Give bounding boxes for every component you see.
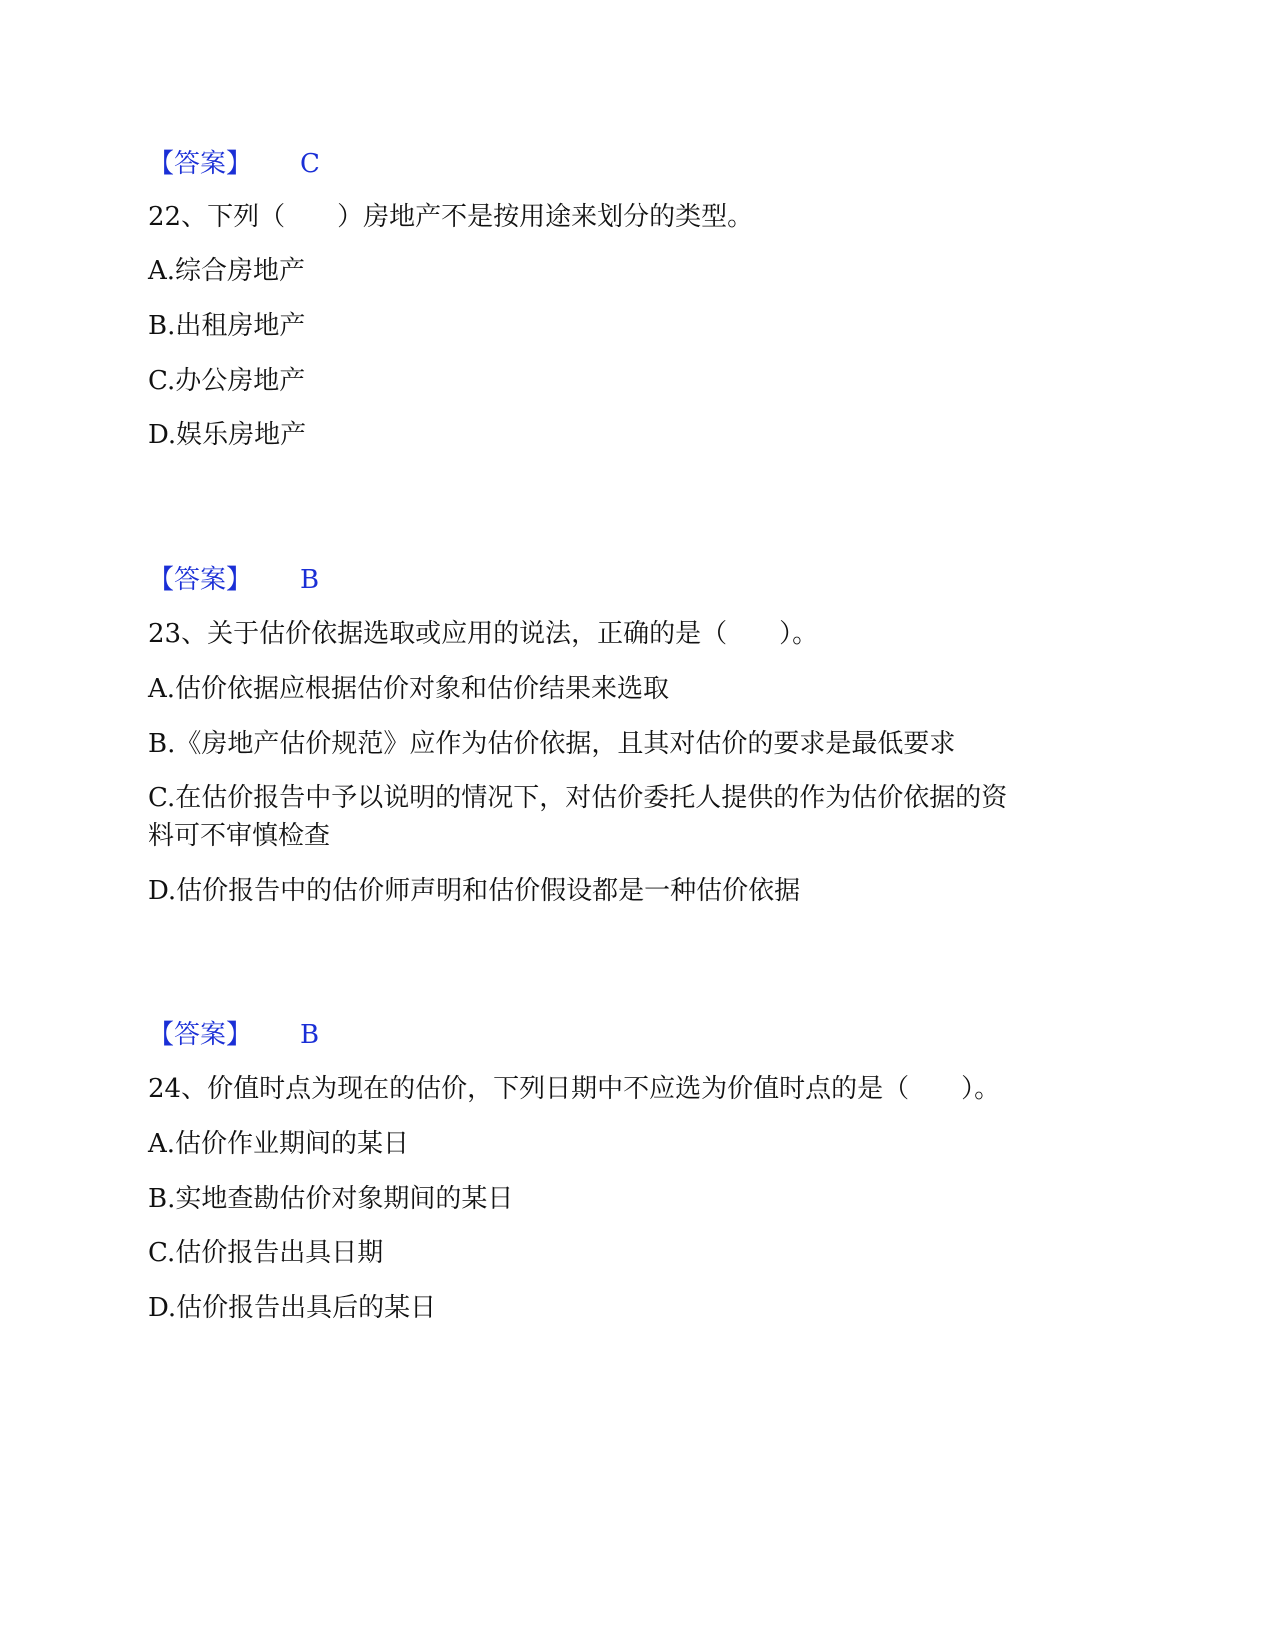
- question-22-option-d: D.娱乐房地产: [148, 420, 307, 450]
- question-23: 23、关于估价依据选取或应用的说法，正确的是（ ）。: [148, 619, 819, 649]
- question-23-option-a: A.估价依据应根据估价对象和估价结果来选取: [148, 674, 670, 704]
- answer-value: B: [300, 565, 320, 595]
- answer-label: 【答案】: [148, 1020, 253, 1050]
- question-22-option-c: C.办公房地产: [148, 366, 306, 396]
- question-24-option-a: A.估价作业期间的某日: [148, 1129, 410, 1159]
- question-24-option-d: D.估价报告出具后的某日: [148, 1293, 437, 1323]
- question-23-option-b: B.《房地产估价规范》应作为估价依据，且其对估价的要求是最低要求: [148, 729, 956, 759]
- question-24-option-c: C.估价报告出具日期: [148, 1238, 384, 1268]
- question-22-option-a: A.综合房地产: [148, 256, 306, 286]
- question-23-option-c: C.在估价报告中予以说明的情况下，对估价委托人提供的作为估价依据的资: [148, 783, 1008, 813]
- question-24: 24、价值时点为现在的估价，下列日期中不应选为价值时点的是（ ）。: [148, 1074, 1001, 1104]
- answer-value: C: [300, 149, 320, 179]
- answer-line-22: [148, 560, 319, 600]
- question-23-option-c-continued: 料可不审慎检查: [148, 821, 331, 851]
- answer-label: 【答案】: [148, 565, 253, 595]
- answer-line-21: [148, 144, 320, 184]
- answer-label: 【答案】: [148, 149, 253, 179]
- answer-value: B: [300, 1020, 320, 1050]
- question-22: 22、下列（ ）房地产不是按用途来划分的类型。: [148, 202, 754, 232]
- answer-line-23: [148, 1015, 319, 1055]
- question-24-option-b: B.实地查勘估价对象期间的某日: [148, 1184, 514, 1214]
- question-23-option-d: D.估价报告中的估价师声明和估价假设都是一种估价依据: [148, 876, 801, 906]
- question-22-option-b: B.出租房地产: [148, 311, 306, 341]
